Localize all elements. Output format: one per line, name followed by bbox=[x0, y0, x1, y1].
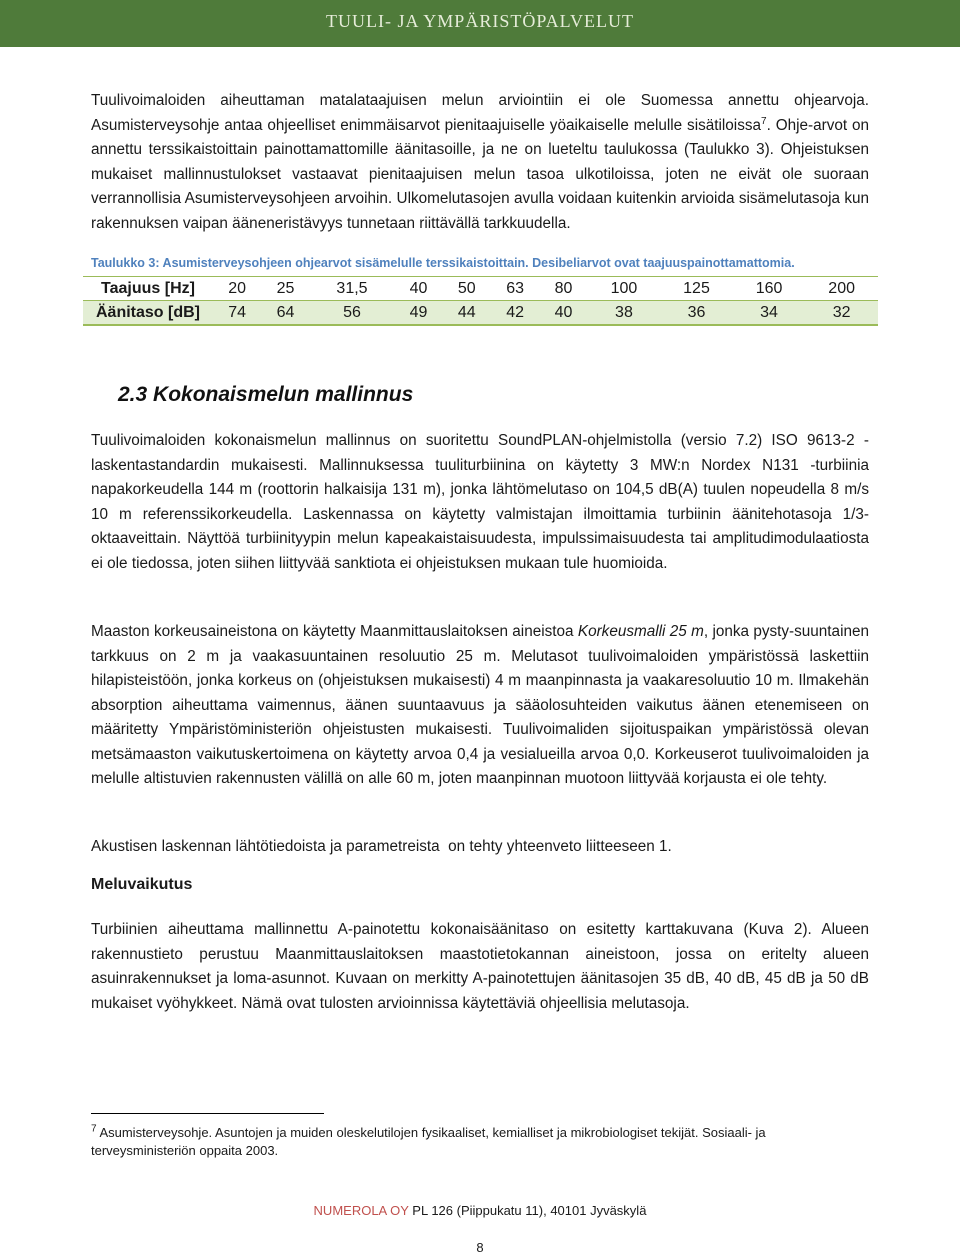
section-heading bbox=[118, 383, 413, 407]
page-footer bbox=[0, 1203, 960, 1218]
level-cell: 32 bbox=[805, 301, 878, 326]
level-cell: 44 bbox=[443, 301, 491, 326]
frequency-cell: 20 bbox=[213, 277, 261, 301]
frequency-cell: 100 bbox=[588, 277, 661, 301]
paragraph-2 bbox=[91, 429, 869, 576]
paragraph-5 bbox=[91, 918, 869, 1016]
level-cell: 36 bbox=[660, 301, 733, 326]
header-title: TUULI- JA YMPÄRISTÖPALVELUT bbox=[325, 11, 635, 31]
frequency-cell: 50 bbox=[443, 277, 491, 301]
frequency-cell: 31,5 bbox=[310, 277, 395, 301]
footnote bbox=[91, 1124, 871, 1160]
frequency-cell: 125 bbox=[660, 277, 733, 301]
footnote-ref-7[interactable]: 7 bbox=[761, 115, 767, 127]
level-cell: 40 bbox=[539, 301, 587, 326]
level-cell: 42 bbox=[491, 301, 539, 326]
footnote-divider bbox=[91, 1113, 324, 1114]
frequency-cell: 40 bbox=[394, 277, 442, 301]
dataset-name: Korkeusmalli 25 m bbox=[577, 623, 704, 640]
header-band bbox=[0, 0, 960, 47]
paragraph-1-text-b: . Ohje-arvot on annettu terssikaistoittain painottamattomille äänitasoille, ja ne on lueteltu taulukossa (Taulukko 3). Ohjeistuksen mukaiset mallinnustulokset vastaavat pienitaajuisen melun tasoa ulkotiloissa, joten ne eivät ole suoraan verrannollisia Asumisterveysohjeen arvoihin. Ulkomelutasojen avulla voidaan kuitenkin arvioida sisämelutasoja kun rakennuksen vaipan ääneneristävyys tunnetaan riittävällä tarkkuudella. bbox=[91, 116, 869, 232]
footer-address: PL 126 (Piippukatu 11), 40101 Jyväskylä bbox=[408, 1203, 647, 1218]
section-title: Kokonaismelun mallinnus bbox=[153, 383, 414, 406]
frequency-cell: 25 bbox=[261, 277, 309, 301]
paragraph-3 bbox=[91, 620, 869, 792]
frequency-cell: 63 bbox=[491, 277, 539, 301]
frequency-table bbox=[83, 276, 878, 326]
paragraph-4 bbox=[91, 835, 869, 860]
level-cell: 49 bbox=[394, 301, 442, 326]
paragraph-4-text: Akustisen laskennan lähtötiedoista ja parametreista on tehty yhteenveto liitteeseen 1. bbox=[91, 838, 672, 855]
frequency-cell: 80 bbox=[539, 277, 587, 301]
paragraph-1-text-a: Tuulivoimaloiden aiheuttaman matalataajuisen melun arviointiin ei ole Suomessa annettu ohjearvoja. Asumisterveysohje antaa ohjeelliset enimmäisarvot pienitaajuiselle yöaikaiselle melulle sisätiloissa bbox=[91, 92, 869, 134]
table-caption: Taulukko 3: Asumisterveysohjeen ohjearvot sisämelulle terssikaistoittain. Desibeliarvot ovat taajuuspainottamattomia. bbox=[91, 256, 795, 270]
footer-company: NUMEROLA OY bbox=[313, 1203, 409, 1218]
frequency-cell: 200 bbox=[805, 277, 878, 301]
footnote-text: Asumisterveysohje. Asuntojen ja muiden oleskelutilojen fysikaaliset, kemialliset ja mikrobiologiset tekijät. Sosiaali- ja terveysministeriön oppaita 2003. bbox=[91, 1125, 766, 1158]
subheading-meluvaikutus: Meluvaikutus bbox=[91, 876, 193, 893]
table-row-frequency bbox=[83, 277, 878, 301]
paragraph-1 bbox=[91, 89, 869, 236]
row-label-level: Äänitaso [dB] bbox=[83, 301, 213, 326]
level-cell: 56 bbox=[310, 301, 395, 326]
footnote-number: 7 bbox=[91, 1123, 97, 1135]
level-cell: 64 bbox=[261, 301, 309, 326]
paragraph-2-text: Tuulivoimaloiden kokonaismelun mallinnus on suoritettu SoundPLAN-ohjelmistolla (versio 7.2) ISO 9613-2 -laskentastandardin mukaisesti. Mallinnuksessa tuuliturbiinina on käytetty 3 MW:n Nordex N131 -turbiinia napakorkeudella 144 m (roottorin halkaisija 131 m), jonka lähtömelutaso on 104,5 dB(A) tuulen nopeudella 8 m/s 10 m referenssikorkeudella. Laskennassa on käytetty valmistajan ilmoittamia turbiinin äänitehotasoja 1/3-oktaaveittain. Näyttöä turbiinityypin melun kapeakaistaisuudesta, impulssimaisuudesta tai amplitudimodulaatiosta ei ole tiedossa, joten siihen liittyvää sanktiota ei ohjeistuksen mukaan tule huomioida. bbox=[91, 432, 869, 572]
level-cell: 74 bbox=[213, 301, 261, 326]
paragraph-3-text-b: , jonka pysty-suuntainen tarkkuus on 2 m ja vaakasuuntainen resoluutio 25 m. Melutasot tuulivoimaloiden ympäristössä laskettiin hilapisteistöön, jonka korkeus on (ohjeistuksen mukaisesti) 4 m maanpinnasta ja vaakaresoluutio 10 m. Ilmakehän absorption aiheuttama vaimennus, äänen suuntaavuus ja sääolosuhteiden vaikutus äänen etenemiseen on määritetty Ympäristöministeriön ohjeistusten mukaisesti. Tuulivoimaliden sijoituspaikan ympäristössä olevan metsämaaston vaikutuskertoimena on käytetty arvoa 0,4 ja vesialueilla arvoa 0,0. Korkeuserot tuulivoimaloiden ja melulle altistuvien rakennusten välillä on alle 60 m, joten maanpinnan muotoon liittyvää korjausta ei ole tehty. bbox=[91, 623, 869, 787]
paragraph-5-text: Turbiinien aiheuttama mallinnettu A-painotettu kokonaisäänitaso on esitetty karttakuvana (Kuva 2). Alueen rakennustieto perustuu Maanmittauslaitoksen maastotietokannan aineistoon, jossa on eritelty alueen asuinrakennukset ja loma-asunnot. Kuvaan on merkitty A-painotettujen äänitasojen 35 dB, 40 dB, 45 dB ja 50 dB mukaiset vyöhykkeet. Nämä ovat tulosten arvioinnissa käytettäviä ohjeellisia melutasoja. bbox=[91, 921, 869, 1012]
section-number: 2.3 bbox=[118, 383, 148, 406]
paragraph-3-text-a: Maaston korkeusaineistona on käytetty Maanmittauslaitoksen aineistoa bbox=[91, 623, 578, 640]
level-cell: 34 bbox=[733, 301, 806, 326]
page-number: 8 bbox=[476, 1240, 484, 1255]
row-label-frequency: Taajuus [Hz] bbox=[83, 277, 213, 301]
frequency-cell: 160 bbox=[733, 277, 806, 301]
table-row-level bbox=[83, 301, 878, 326]
level-cell: 38 bbox=[588, 301, 661, 326]
